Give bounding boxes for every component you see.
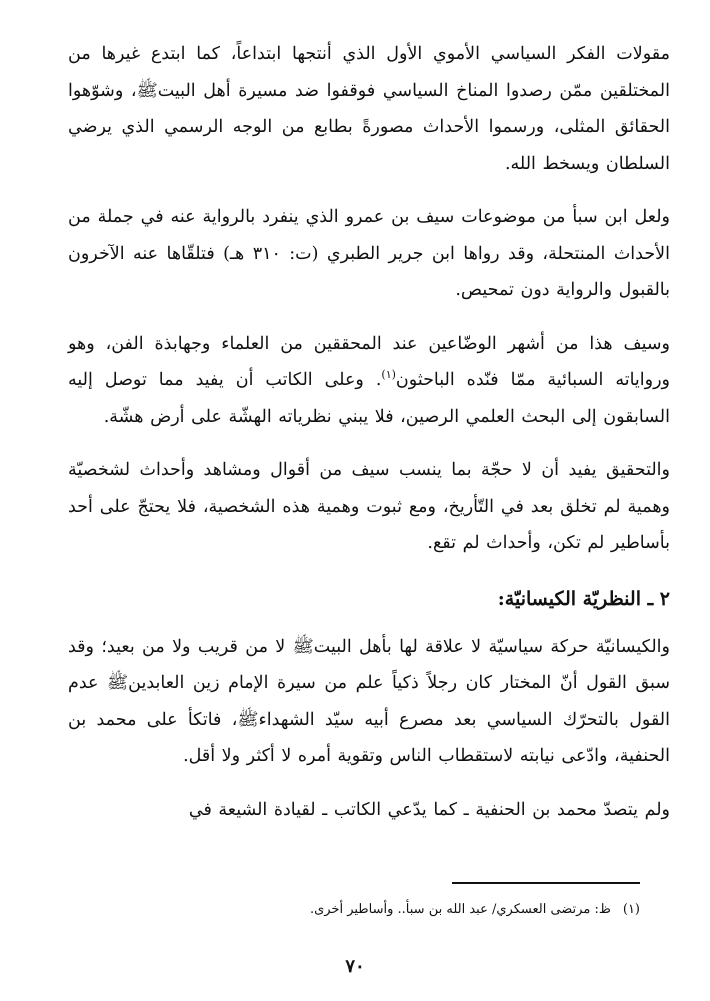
footnote-marker[interactable]: (١): [381, 368, 396, 382]
paragraph-6: ولم يتصدّ محمد بن الحنفية ـ كما يدّعي الكاتب ـ لقيادة الشيعة في: [188, 799, 670, 820]
paragraph-5: والكيسانيّة حركة سياسيّة لا علاقة لها بأهل البيتﷺ لا من قريب ولا من بعيد؛ وقد سبق القول أنّ المختار كان رجلاً ذكياً علم من سيرة الإمام زين العابدينﷺ عدم القول بالتحرّك السياسي بعد مصرع أبيه سيّد الشهداءﷺ، فاتكأ على محمد بن الحنفية، وادّعى نيابته لاستقطاب الناس وتقوية أمره لا أكثر ولا أقل.: [68, 636, 670, 766]
footnote: [68, 899, 640, 921]
page-number: ٧٠: [345, 956, 365, 977]
paragraph-3-text-a: وسيف هذا من أشهر الوضّاعين عند المحققين من العلماء وجهابذة الفن، وهو ورواياته السبائية ممّا فنّده الباحثون: [68, 333, 670, 390]
footnote-number: (١): [622, 902, 640, 917]
footnote-text: ظ: مرتضى العسكري/ عبد الله بن سبأ.. وأساطير أخرى.: [309, 902, 611, 917]
paragraph-3-text-b: . وعلى الكاتب أن يفيد مما توصل إليه السابقون إلى البحث العلمي الرصين، فلا يبني نظرياته الهشّة على أرض هشّة.: [68, 370, 670, 427]
paragraph-4: والتحقيق يفيد أن لا حجّة بما ينسب سيف من أقوال ومشاهد وأحداث لشخصيّة وهمية لم تخلق بعد في التّأريخ، ومع ثبوت وهمية هذه الشخصية، فلا يحتجّ على أحد بأساطير لم تكن، وأحداث لم تقع.: [68, 460, 670, 553]
paragraph-2: ولعل ابن سبأ من موضوعات سيف بن عمرو الذي ينفرد بالرواية عنه في جملة من الأحداث المنتحلة، وقد رواها ابن جرير الطبري (ت: ٣١٠ هـ) فتلقّاها عنه الآخرون بالقبول والرواية دون تمحيص.: [68, 207, 670, 300]
paragraph-1: مقولات الفكر السياسي الأموي الأول الذي أنتجها ابتداعاً، كما ابتدع غيرها من المختلقين ممّن رصدوا المناخ السياسي فوقفوا ضد مسيرة أهل البيتﷺ، وشوّهوا الحقائق المثلى، ورسموا الأحداث مصورةً بطابع من الوجه الرسمي الذي يرضي السلطان ويسخط الله.: [68, 44, 670, 174]
footnote-divider: [452, 882, 640, 884]
paragraph-3: [68, 326, 670, 436]
section-heading: ٢ ـ النظريّة الكيسانيّة:: [497, 587, 670, 610]
page-body: [68, 36, 670, 845]
